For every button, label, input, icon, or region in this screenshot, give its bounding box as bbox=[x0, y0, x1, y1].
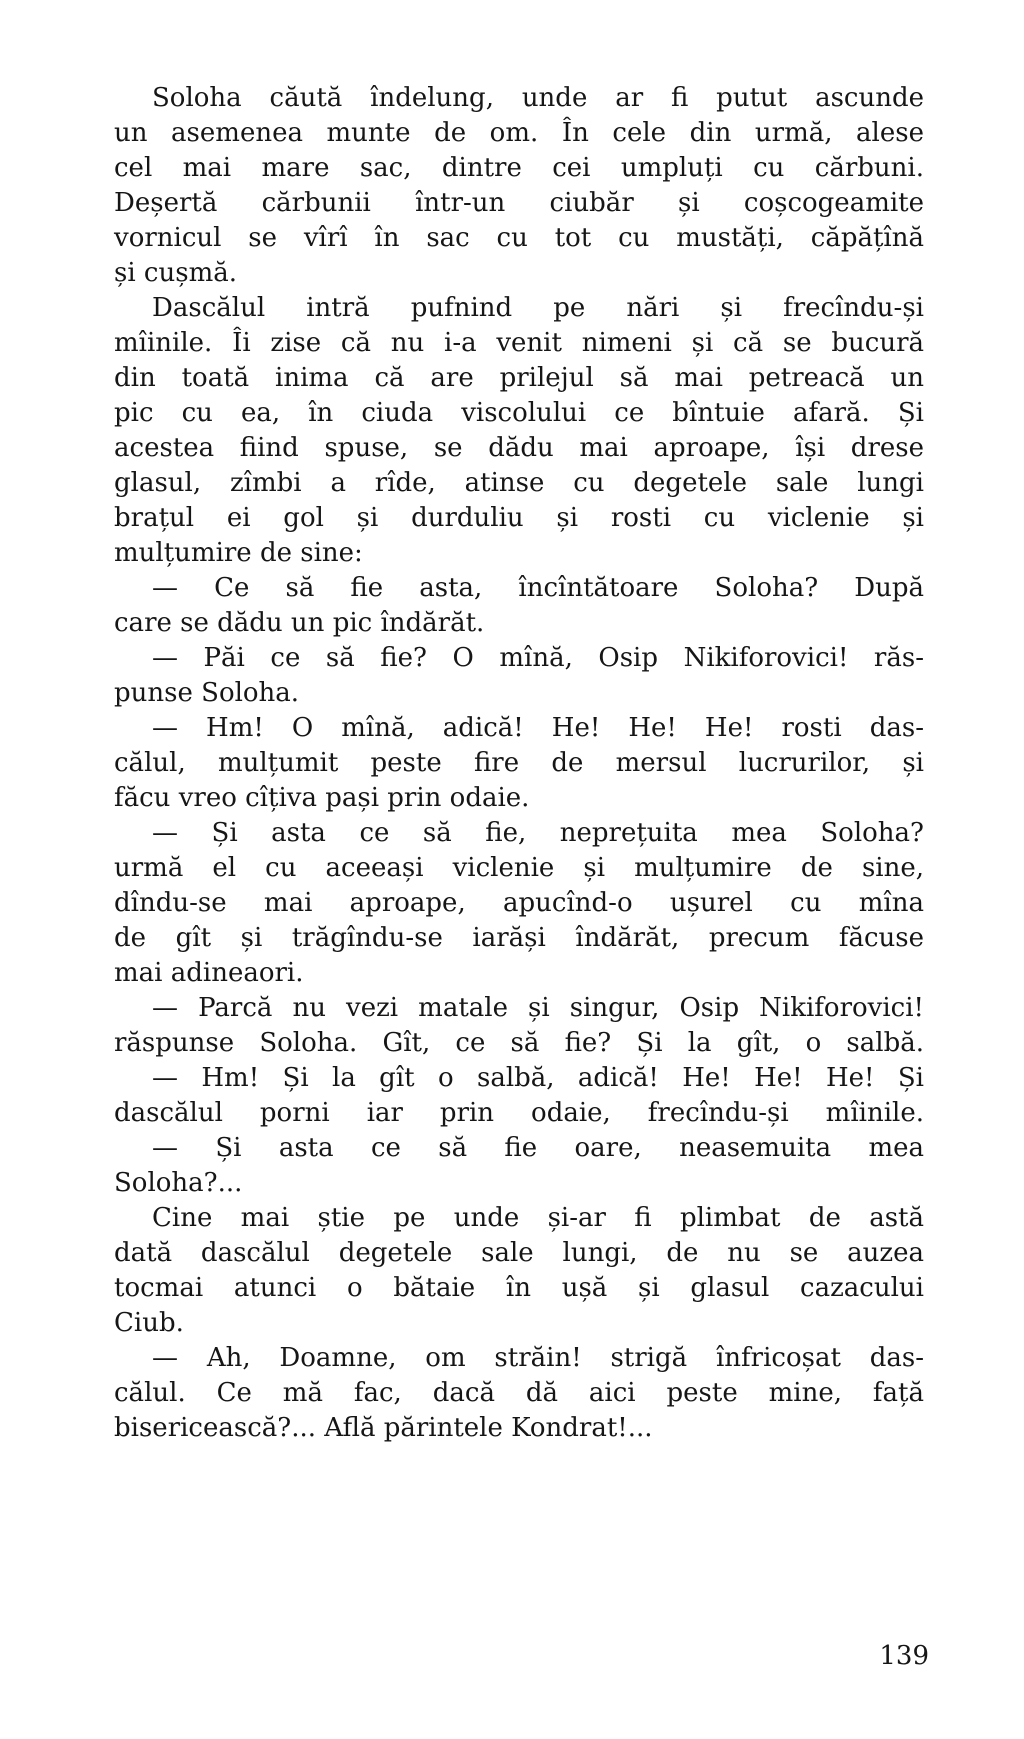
text-line: de gît și trăgîndu-se iarăși îndărăt, precum făcuse bbox=[114, 923, 924, 953]
text-line: călul, mulțumit peste fire de mersul lucrurilor, și bbox=[114, 748, 924, 778]
text-line: dată dascălul degetele sale lungi, de nu se auzea bbox=[114, 1238, 924, 1268]
text-line: dascălul porni iar prin odaie, frecîndu-și mîinile. bbox=[114, 1098, 924, 1128]
text-line: vornicul se vîrî în sac cu tot cu mustăți, căpățînă bbox=[114, 223, 924, 253]
text-line: — Ce să fie asta, încîntătoare Soloha? După bbox=[152, 573, 924, 603]
text-line: răspunse Soloha. Gît, ce să fie? Și la gît, o salbă. bbox=[114, 1028, 924, 1058]
text-line: care se dădu un pic îndărăt. bbox=[114, 608, 485, 638]
text-line: — Parcă nu vezi matale și singur, Osip Nikiforovici! bbox=[152, 993, 924, 1023]
text-line: punse Soloha. bbox=[114, 678, 300, 708]
text-line: Soloha?... bbox=[114, 1168, 243, 1198]
text-line: călul. Ce mă fac, dacă dă aici peste mine, față bbox=[114, 1378, 924, 1408]
text-line: glasul, zîmbi a rîde, atinse cu degetele sale lungi bbox=[114, 468, 924, 498]
text-line: acestea fiind spuse, se dădu mai aproape, își drese bbox=[114, 433, 924, 463]
text-line: brațul ei gol și durduliu și rosti cu viclenie și bbox=[114, 503, 924, 533]
text-line: cel mai mare sac, dintre cei umpluți cu cărbuni. bbox=[114, 153, 924, 183]
page-text bbox=[114, 81, 924, 1446]
text-line: tocmai atunci o bătaie în ușă și glasul cazacului bbox=[114, 1273, 924, 1303]
text-line: Soloha căută îndelung, unde ar fi putut ascunde bbox=[152, 83, 924, 113]
text-line: un asemenea munte de om. În cele din urmă, alese bbox=[114, 118, 924, 148]
text-line: pic cu ea, în ciuda viscolului ce bîntuie afară. Și bbox=[114, 398, 924, 428]
text-line: și cușmă. bbox=[114, 258, 237, 288]
text-line: făcu vreo cîțiva pași prin odaie. bbox=[114, 783, 530, 813]
text-line: Dascălul intră pufnind pe nări și frecîndu-și bbox=[152, 293, 924, 323]
text-line: Ciub. bbox=[114, 1308, 184, 1338]
text-line: Cine mai știe pe unde și-ar fi plimbat de astă bbox=[152, 1203, 924, 1233]
text-line: mîinile. Îi zise că nu i-a venit nimeni și că se bucură bbox=[114, 328, 924, 358]
text-line: — Și asta ce să fie, neprețuita mea Soloha? bbox=[152, 818, 924, 848]
text-line: dîndu-se mai aproape, apucînd-o ușurel cu mîna bbox=[114, 888, 924, 918]
text-line: — Hm! O mînă, adică! He! He! He! rosti das- bbox=[152, 713, 924, 743]
text-line: — Și asta ce să fie oare, neasemuita mea bbox=[152, 1133, 924, 1163]
text-line: — Păi ce să fie? O mînă, Osip Nikiforovici! răs- bbox=[152, 643, 924, 673]
text-line: Deșertă cărbunii într-un ciubăr și coșcogeamite bbox=[114, 188, 924, 218]
text-line: din toată inima că are prilejul să mai petreacă un bbox=[114, 363, 924, 393]
text-line: — Ah, Doamne, om străin! strigă înfricoșat das- bbox=[152, 1343, 924, 1373]
text-line: bisericească?... Află părintele Kondrat!... bbox=[114, 1413, 653, 1443]
text-line: mulțumire de sine: bbox=[114, 538, 363, 568]
page-number: 139 bbox=[879, 1641, 929, 1671]
text-line: mai adineaori. bbox=[114, 958, 304, 988]
text-line: urmă el cu aceeași viclenie și mulțumire de sine, bbox=[114, 853, 924, 883]
text-line: — Hm! Și la gît o salbă, adică! He! He! He! Și bbox=[152, 1063, 924, 1093]
